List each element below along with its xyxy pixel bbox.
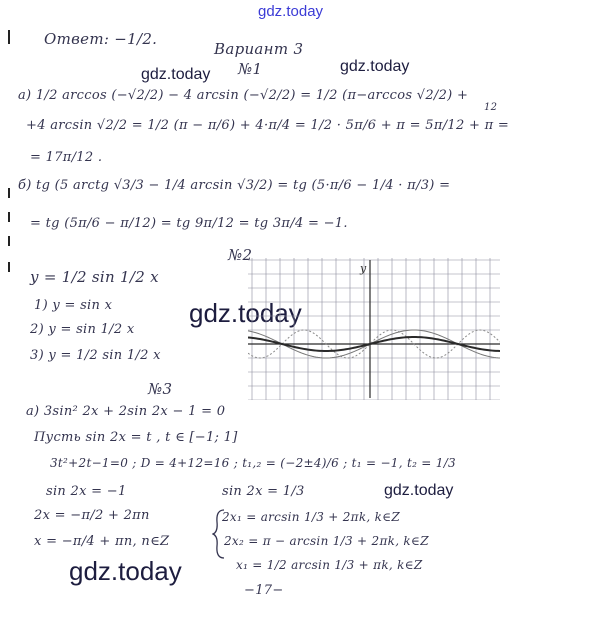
solution-line: = tg (5π/6 − π/12) = tg 9π/12 = tg 3π/4 = −1. (30, 216, 348, 231)
y-axis-label: y (360, 262, 367, 275)
variant-heading: Вариант 3 (214, 40, 304, 58)
margin-mark (8, 188, 10, 198)
watermark: gdz.today (258, 3, 324, 20)
solution-line: 2x₂ = π − arcsin 1/3 + 2πk, k∈Z (224, 534, 429, 548)
watermark: gdz.today (189, 298, 302, 328)
page-number: −17− (244, 583, 284, 598)
graph-grid (248, 258, 500, 400)
function-line: y = 1/2 sin 1/2 x (30, 268, 159, 286)
system-brace (212, 508, 226, 560)
solution-line: 3t²+2t−1=0 ; D = 4+12=16 ; t₁,₂ = (−2±4)/6 ; t₁ = −1, t₂ = 1/3 (50, 456, 456, 470)
task-number: №3 (148, 380, 173, 398)
margin-mark (8, 236, 10, 246)
watermark: gdz.today (384, 482, 454, 499)
solution-line: а) 3sin² 2x + 2sin 2x − 1 = 0 (26, 404, 226, 419)
answer-line: Ответ: −1/2. (44, 30, 158, 48)
function-line: 2) y = sin 1/2 x (30, 322, 135, 337)
margin-mark (8, 262, 10, 272)
solution-line: 2x₁ = arcsin 1/3 + 2πk, k∈Z (222, 510, 401, 524)
solution-line: x₁ = 1/2 arcsin 1/3 + πk, k∈Z (236, 558, 423, 572)
task-number: №1 (238, 60, 263, 78)
task-number: №2 (228, 246, 253, 264)
margin-mark (8, 212, 10, 222)
solution-line: 2x = −π/2 + 2πn (34, 508, 150, 523)
watermark: gdz.today (69, 556, 182, 586)
sine-graph (248, 258, 500, 400)
function-line: 1) y = sin x (34, 298, 113, 313)
margin-mark (8, 30, 10, 44)
solution-line: sin 2x = 1/3 (222, 484, 305, 499)
solution-line: Пусть sin 2x = t , t ∈ [−1; 1] (34, 430, 238, 445)
watermark: gdz.today (141, 66, 211, 83)
solution-line: = 17π/12 . (30, 150, 103, 165)
solution-line: б) tg (5 arctg √3/3 − 1/4 arcsin √3/2) = tg (5·π/6 − 1/4 · π/3) = (18, 178, 451, 193)
watermark: gdz.today (340, 58, 410, 75)
function-line: 3) y = 1/2 sin 1/2 x (30, 348, 161, 363)
solution-line: +4 arcsin √2/2 = 1/2 (π − π/6) + 4·π/4 = 1/2 · 5π/6 + π = 5π/12 + π = (26, 118, 510, 133)
solution-line: x = −π/4 + πn, n∈Z (34, 534, 170, 549)
superscript-note: 12 (484, 102, 498, 113)
solution-line: sin 2x = −1 (46, 484, 127, 499)
solution-line: а) 1/2 arccos (−√2/2) − 4 arcsin (−√2/2) = 1/2 (π−arccos √2/2) + (18, 88, 469, 103)
